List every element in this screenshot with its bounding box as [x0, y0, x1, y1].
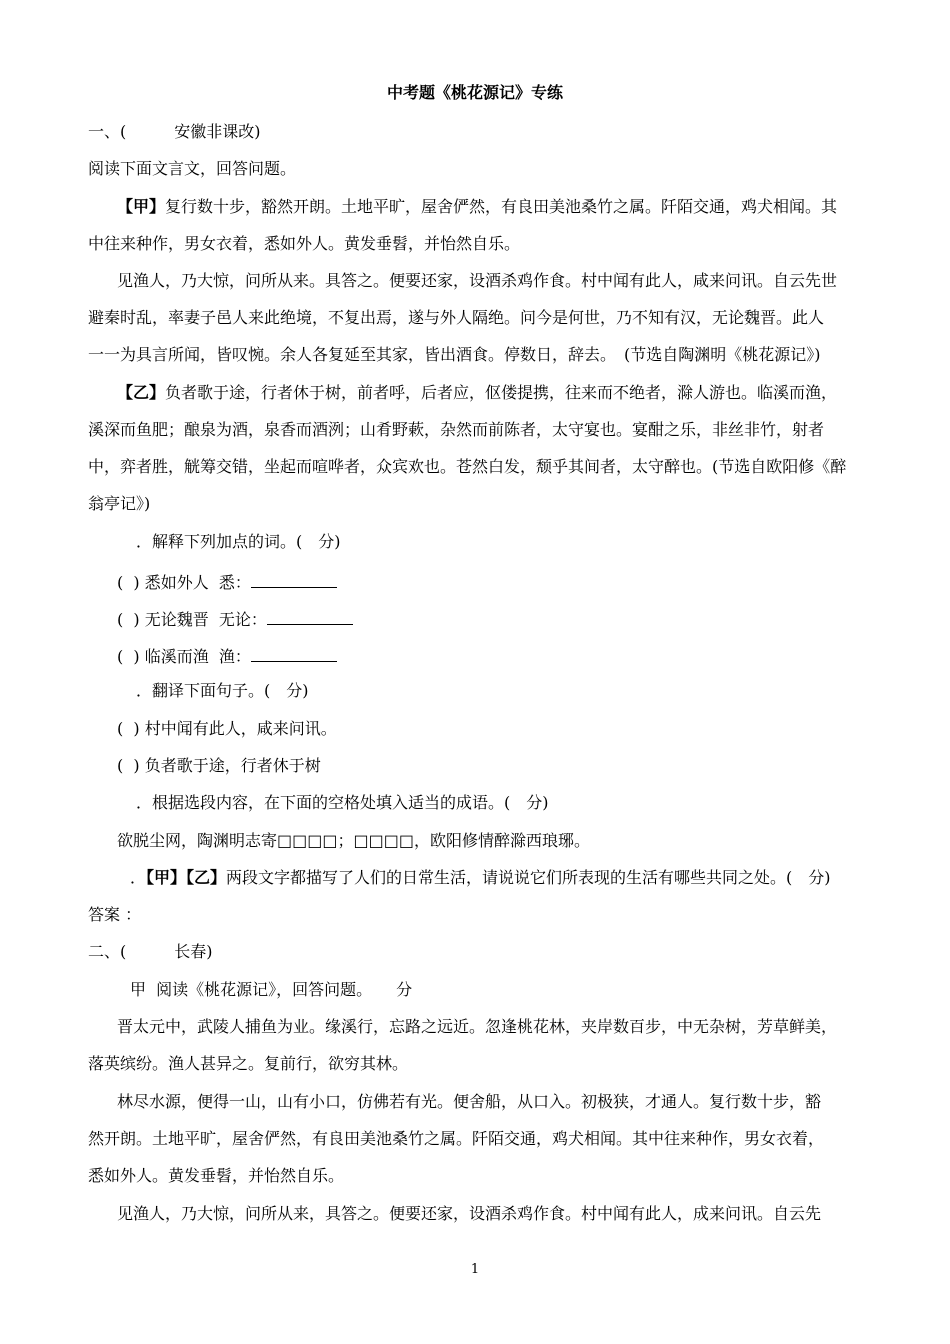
item-text: 无论魏晋 无论： [144, 610, 267, 629]
answer-label: 答案 ： [88, 905, 142, 924]
item-number: ( ) [117, 647, 140, 666]
passage-line: 悉如外人。黄发垂髫，并怡然自乐。 [88, 1166, 345, 1185]
jia-paragraph-line: 见渔人，乃大惊，问所从来。具答之。便要还家，设酒杀鸡作食。村中闻有此人，咸来问讯。自云先世 [117, 271, 838, 290]
jia-text: 复行数十步，豁然开朗。土地平旷，屋舍俨然，有良田美池桑竹之属。阡陌交通，鸡犬相闻。其 [165, 197, 838, 216]
document-title: 中考题《桃花源记》专练 [386, 83, 563, 102]
jia-paragraph-line: 避秦时乱，率妻子邑人来此绝境，不复出焉，遂与外人隔绝。问今是何世，乃不知有汉，无论魏晋。此人 [88, 308, 825, 327]
item-text: 临溪而渔 渔： [144, 647, 251, 666]
question-1-item [117, 570, 337, 593]
yi-text: 负者歌于途，行者休于树，前者呼，后者应，伛偻提携，往来而不绝者，滁人游也。临溪而渔， [165, 383, 838, 402]
section1-instruction: 阅读下面文言文，回答问题。 [88, 159, 297, 178]
yi-paragraph-line [117, 383, 837, 403]
yi-mark: 【乙】 [117, 383, 166, 402]
question-3-line: 欲脱尘网，陶渊明志寄□□□□；□□□□，欧阳修情醉滁西琅琊。 [117, 831, 590, 850]
q4-text: 两段文字都描写了人们的日常生活，请说说它们所表现的生活有哪些共同之处。( 分) [226, 868, 831, 887]
section1-header: 一、( 安徽非课改) [88, 122, 261, 141]
item-text: 悉如外人 悉： [144, 573, 251, 592]
passage-line: 落英缤纷。渔人甚异之。复前行，欲穷其林。 [88, 1054, 409, 1073]
q4-dot: ． [130, 868, 147, 887]
jia-paragraph-line [117, 197, 837, 217]
item-text: 负者歌于途，行者休于树 [144, 756, 321, 775]
question-2-item [117, 719, 337, 739]
question-2: ．翻译下面句子。( 分) [136, 681, 309, 700]
answer-blank[interactable] [267, 607, 353, 625]
question-1-item [117, 607, 353, 630]
question-3: ．根据选段内容，在下面的空格处填入适当的成语。( 分) [136, 793, 549, 812]
q4-mark: 【甲】【乙】 [146, 868, 227, 887]
jia-paragraph-line: 一一为具言所闻，皆叹惋。余人各复延至其家，皆出酒食。停数日，辞去。 (节选自陶渊明《桃花源记》) [88, 345, 821, 364]
passage-line: 晋太元中，武陵人捕鱼为业。缘溪行，忘路之远近。忽逢桃花林，夹岸数百步，中无杂树，芳草鲜美， [117, 1017, 838, 1036]
item-number: ( ) [117, 573, 140, 592]
question-1: ．解释下列加点的词。( 分) [136, 532, 341, 551]
yi-paragraph-line: 中，弈者胜，觥筹交错，坐起而喧哗者，众宾欢也。苍然白发，颓乎其间者，太守醉也。(节选自欧阳修《醉 [88, 457, 847, 476]
question-4 [130, 868, 831, 888]
question-2-item [117, 756, 321, 776]
jia-paragraph-line: 中往来种作，男女衣着，悉如外人。黄发垂髫，并怡然自乐。 [88, 234, 521, 253]
yi-paragraph-line: 溪深而鱼肥；酿泉为酒，泉香而酒洌；山肴野蔌，杂然而前陈者，太守宴也。宴酣之乐，非丝非竹，射者 [88, 420, 825, 439]
section2-subquestion: 甲 阅读《桃花源记》，回答问题。 分 [130, 980, 413, 999]
item-number: ( ) [117, 610, 140, 629]
passage-line: 见渔人，乃大惊，问所从来，具答之。便要还家，设酒杀鸡作食。村中闻有此人，成来问讯。自云先 [117, 1204, 822, 1223]
section2-header: 二、( 长春) [88, 942, 213, 961]
answer-blank[interactable] [251, 644, 337, 662]
item-number: ( ) [117, 756, 140, 775]
passage-line: 林尽水源，便得一山，山有小口，仿佛若有光。便舍船，从口入。初极狭，才通人。复行数十步，豁 [117, 1092, 822, 1111]
item-number: ( ) [117, 719, 140, 738]
item-text: 村中闻有此人，咸来问讯。 [144, 719, 337, 738]
jia-mark: 【甲】 [117, 197, 166, 216]
yi-paragraph-line: 翁亭记》) [88, 494, 151, 513]
passage-line: 然开朗。土地平旷，屋舍俨然，有良田美池桑竹之属。阡陌交通，鸡犬相闻。其中往来种作，男女衣着， [88, 1129, 825, 1148]
answer-blank[interactable] [251, 570, 337, 588]
page-number: 1 [470, 1262, 480, 1277]
question-1-item [117, 644, 337, 667]
